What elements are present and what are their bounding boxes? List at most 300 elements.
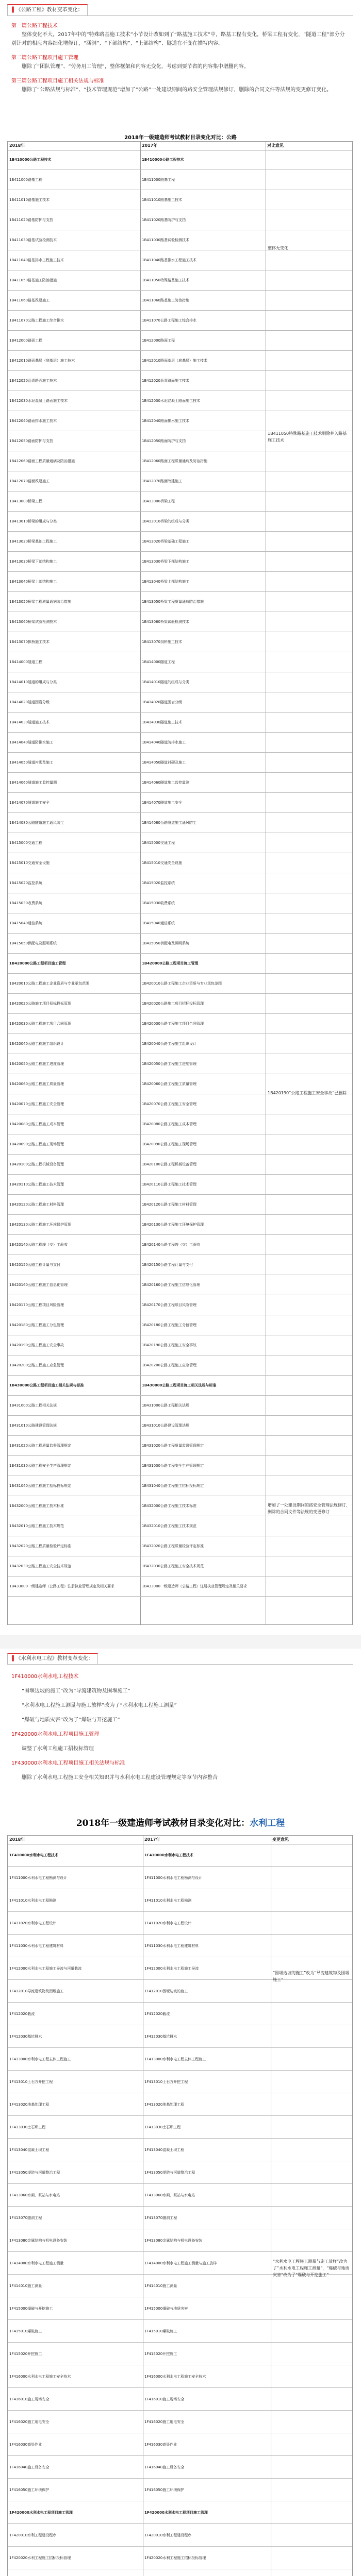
table-row — [8, 1355, 352, 1376]
table-row — [8, 1175, 352, 1195]
cell-2017: 1B432000公路工程施工技术标准 — [142, 1504, 196, 1508]
cell-2017 — [143, 2569, 271, 2576]
cell-2017: 1B420090公路工程施工现场管理 — [142, 1142, 196, 1146]
table-row — [8, 1134, 352, 1155]
table-row — [8, 2229, 352, 2252]
cell-2017: 1F420010水利工程建设程序 — [144, 2533, 192, 2537]
table-row — [8, 1275, 352, 1295]
cell-2017: 1B432010公路工程施工技术规范 — [142, 1524, 196, 1528]
intro-paragraph: 整体变化不大，2017年中的“特殊路基施工技术”小节设计改如到了“路基施工技术”中，路基工程有变化，桥梁工程有变化，“隧道工程”部分分别针对的相应内容细化增修订，“涵洞”、“下部结构”、“上部结构”、隧道在不变在描写内容。 — [11, 32, 345, 46]
change-note: “水利水电工程施工测量与施工放样”改为了“水利水电工程施工测量”，“爆破与地质灾害”改为了“爆破与开挖施工” — [273, 2259, 350, 2277]
intro-paragraph: “水利水电工程施工测量与施工放样”改为了“水利水电工程施工测量” — [22, 1703, 177, 1708]
table-title: 2018年一级建造师考试教材目录变化对比：水利工程 — [76, 1818, 285, 1828]
cell-2017: 1F415010爆破施工 — [144, 2329, 177, 2333]
cell-2018: 1B414010隧道的组成与分类 — [9, 680, 57, 684]
cell-2018: 1B411060路基改建施工 — [9, 298, 50, 302]
cell-2018: 1B414080公路隧道施工通风防尘 — [9, 821, 64, 825]
cell-2017: 1F411020水利水电工程设计 — [144, 1921, 192, 1925]
table-title: 2018年一级建造师考试教材目录变化对比：公路 — [124, 135, 237, 141]
header-2017: 2017年 — [142, 143, 158, 148]
cell-2017: 1B412070路面改建施工 — [142, 479, 182, 483]
cell-2017: 1B412040路面排水施工技术 — [142, 419, 189, 423]
cell-2018: 1F413050堤防与河道整治工程 — [9, 2171, 60, 2175]
cell-2017: 1F413060水闸、泵站与水电站 — [144, 2193, 195, 2197]
cell-2017: 1F415000爆破与地质灾害 — [144, 2307, 188, 2311]
cell-2017: 1B414030隧道施工技术 — [142, 720, 182, 724]
cell-2017: 1B415040通信系统 — [142, 921, 175, 925]
cell-2018: 1B420100公路工程机械设备管理 — [9, 1162, 64, 1166]
table-row — [8, 1912, 352, 1935]
change-note: 1B420190“公路工程施工安全事故”已删除 — [268, 1091, 347, 1095]
cell-2018: 1F410000水利水电工程技术 — [9, 1853, 58, 1857]
table-row — [8, 291, 352, 311]
table-row — [8, 873, 352, 893]
table-row — [8, 1416, 352, 1436]
table-row — [8, 471, 352, 492]
table-row — [8, 411, 352, 431]
table-row — [8, 391, 352, 411]
cell-2017: 1B413060桥梁试验检测技术 — [142, 620, 189, 624]
cell-2017: 1B433000一级建造师（公路工程）注册执业管理规定及相关要求 — [142, 1584, 247, 1588]
cell-2018: 1F416040施工设备安全 — [9, 2465, 50, 2469]
cell-2018: 1B414030隧道施工技术 — [9, 720, 50, 724]
cell-2018: 1B410000公路工程技术 — [9, 158, 52, 162]
header-2018: 2018年 — [9, 143, 25, 148]
table-row — [8, 1195, 352, 1215]
table-row — [8, 853, 352, 873]
cell-2017: 1B414010隧道的组成与分类 — [142, 680, 189, 684]
cell-2018 — [8, 2569, 143, 2576]
cell-2018: 1B412040路面排水施工技术 — [9, 419, 57, 423]
table-row — [8, 2139, 352, 2161]
table-row — [8, 190, 352, 210]
cell-2017: 1F411010水利水电工程勘测 — [144, 1899, 192, 1903]
table-row — [8, 2388, 352, 2411]
table-row — [8, 2365, 352, 2388]
cell-2018: 1B411010路基施工技术 — [9, 198, 50, 202]
cell-2017: 1B415000交通工程 — [142, 841, 175, 845]
table-row — [8, 1335, 352, 1355]
table-row — [8, 1215, 352, 1235]
cell-2017: 1B415050供配电及照明系统 — [142, 941, 189, 945]
change-note: 增加了一处建设期间的路安全管理法规修订，删除的合同文件等法规的变更修订 — [268, 1503, 350, 1514]
cell-2017: 1B413050桥梁工程质量通病防治措施 — [142, 600, 204, 604]
cell-2018: 1B411030路基试验检测技术 — [9, 238, 57, 242]
table-row — [8, 2479, 352, 2501]
cell-2018: 1F413080金属结构与机电设备安装 — [9, 2239, 68, 2243]
intro-text — [11, 1672, 347, 1782]
cell-2017: 1B431040公路工程施工招标投标规定 — [142, 1484, 204, 1488]
table-row — [8, 572, 352, 592]
table-row — [8, 1114, 352, 1134]
cell-2017: 1B413010桥梁的组成与分类 — [142, 519, 189, 523]
table-row — [8, 2048, 352, 2071]
cell-2017: 1B412000路面工程 — [142, 338, 175, 343]
cell-2018: 1B411050路基施工防治措施 — [9, 278, 57, 282]
cell-2017: 1B420010公路工程施工企业资质与专业承包范围 — [142, 981, 222, 986]
cell-2018: 1B413070拱桥施工技术 — [9, 640, 50, 644]
cell-2018: 1B412010路面基层（底基层）施工技术 — [9, 359, 75, 363]
cell-2018: 1B414000隧道工程 — [9, 660, 42, 664]
cell-2017: 1B420070公路工程施工安全管理 — [142, 1102, 196, 1106]
cell-2018: 1B414050隧道衬砌及施工 — [9, 760, 53, 765]
cell-2017: 1F416050施工环境保护 — [144, 2488, 185, 2492]
cell-2017: 1B430000公路工程项目施工相关法规与标准 — [142, 1383, 217, 1387]
cell-2017: 1B414060隧道施工监控量测 — [142, 781, 189, 785]
table-row — [8, 492, 352, 512]
cell-2017: 1B413020桥梁基础工程施工 — [142, 539, 189, 544]
table-body — [8, 1844, 352, 2576]
table-row — [8, 1436, 352, 1456]
cell-2018: 1B420140公路工程竣（交）工验收 — [9, 1243, 68, 1247]
table-row — [8, 2071, 352, 2093]
table-row — [8, 913, 352, 934]
cell-2018: 1F412010导流建筑物及围堰施工 — [9, 1989, 64, 1993]
cell-2018: 1F413070隧洞工程 — [9, 2216, 42, 2220]
cell-2018: 1B415030收费系统 — [9, 901, 42, 905]
cell-2017: 1F420000水利水电工程项目施工管理 — [144, 2511, 208, 2515]
cell-2018: 1F413060水闸、泵站与水电站 — [9, 2193, 60, 2197]
table-row — [8, 170, 352, 190]
cell-2018: 1F416010施工现场安全 — [9, 2397, 50, 2401]
cell-2017: 1B420030公路工程施工项目合同管理 — [142, 1022, 204, 1026]
cell-2017: 1B415020监控系统 — [142, 881, 175, 885]
table-row — [8, 813, 352, 833]
cell-2017: 1B420110公路工程施工技术管理 — [142, 1182, 196, 1187]
table-row — [8, 210, 352, 230]
table-row — [8, 1034, 352, 1054]
table-row — [8, 612, 352, 632]
cell-2017: 1F413040混凝土坝工程 — [144, 2148, 185, 2152]
table-row — [8, 311, 352, 331]
table-row — [8, 713, 352, 733]
table-row — [8, 954, 352, 974]
cell-2018: 1B412030水泥混凝土路面施工技术 — [9, 399, 68, 403]
cell-2017: 1B411060路基施工防治措施 — [142, 298, 189, 302]
table-row — [8, 1295, 352, 1315]
cell-2018: 1B420060公路工程施工质量管理 — [9, 1082, 64, 1086]
cell-2017: 1F416000水利水电工程施工安全技术 — [144, 2375, 206, 2379]
table-row — [8, 652, 352, 672]
cell-2018: 1B420010公路工程施工企业资质与专业承包范围 — [9, 981, 89, 986]
cell-2017: 1B411050特殊路基施工技术 — [142, 278, 189, 282]
cell-2017: 1F416010施工现场安全 — [144, 2397, 185, 2401]
cell-2018: 1B411000路基工程 — [9, 178, 42, 182]
table-row — [8, 2093, 352, 2116]
table-row — [8, 2003, 352, 2025]
cell-2018: 1B415010交通安全设施 — [9, 861, 50, 865]
table-row — [8, 2161, 352, 2184]
cell-2017: 1B411040路基排水工程施工技术 — [142, 258, 196, 262]
cell-2018: 1B412060路面工程质量通病及防治措施 — [9, 459, 75, 463]
cell-2018: 1B420190公路工程施工安全事故 — [9, 1343, 64, 1347]
cell-2017: 1B431000公路工程相关法规 — [142, 1403, 189, 1408]
cell-2018: 1F416050施工环境保护 — [9, 2488, 50, 2492]
intro-heading: 第三篇公路工程项目施工相关法规与标准 — [11, 78, 104, 84]
cell-2018: 1F420000水利水电工程项目施工管理 — [9, 2511, 73, 2515]
cell-2018: 1B420180公路工程施工分包管理 — [9, 1323, 64, 1327]
cell-2018: 1B420090公路工程施工现场管理 — [9, 1142, 64, 1146]
header-notes: 变更意见 — [272, 1837, 289, 1842]
cell-2017: 1B420150公路工程计量与支付 — [142, 1263, 193, 1267]
cell-2018: 1B431020公路工程质量监督管理规定 — [9, 1444, 71, 1448]
intro-paragraph: “围堰边坡的施工”改为“导流建筑物及围堰施工” — [22, 1688, 130, 1694]
table-row — [8, 1155, 352, 1175]
table-row — [8, 1315, 352, 1335]
water-conservancy-panel — [0, 1649, 361, 2576]
cell-2018: 1B415040通信系统 — [9, 921, 42, 925]
table-row — [8, 2433, 352, 2456]
intro-heading: 1F420000水利水电工程项目施工管理 — [11, 1732, 100, 1737]
table-row — [8, 672, 352, 692]
table-row — [8, 893, 352, 913]
cell-2018: 1B413050桥梁工程质量通病防治措施 — [9, 600, 71, 604]
table-row — [8, 1980, 352, 2003]
change-note: 整体无变化 — [268, 246, 288, 250]
cell-2017: 1B420120公路工程施工材料管理 — [142, 1202, 196, 1207]
table-body — [8, 150, 352, 1597]
table-row — [8, 2297, 352, 2320]
cell-2018: 1F413040混凝土坝工程 — [9, 2148, 50, 2152]
cell-2017: 1B411000路基工程 — [142, 178, 175, 182]
cell-2018: 1B420030公路工程施工项目合同管理 — [9, 1022, 71, 1026]
cell-2018: 1B415050供配电及照明系统 — [9, 941, 57, 945]
table-row — [8, 1014, 352, 1034]
cell-2018: 1B432010公路工程施工技术规范 — [9, 1524, 64, 1528]
table-row — [8, 2501, 352, 2524]
cell-2018: 1F411010水利水电工程勘测 — [9, 1899, 57, 1903]
cell-2018: 1B420200公路工程施工应急管理 — [9, 1363, 64, 1367]
intro-paragraph: 删除了水利水电工程施工安全相关知识并与水利水电工程建设管理规定等章节内容整合 — [22, 1775, 218, 1781]
table-row — [8, 1867, 352, 1889]
cell-2017: 1B412010路面基层（底基层）施工技术 — [142, 359, 207, 363]
cell-2017: 1F410000水利水电工程技术 — [144, 1853, 193, 1857]
intro-paragraph: 删除了“公路法规与标准”、“技术管理规范”增加了“公路”一处建设期间的路安全管理法规修订，删除的合同文件等法规的变更修订变化。 — [22, 87, 332, 93]
cell-2017: 1B413040桥梁上部结构施工 — [142, 580, 189, 584]
cell-2018: 1B411020路基防护与支挡 — [9, 218, 53, 222]
table-row — [8, 351, 352, 371]
table-row — [8, 1255, 352, 1275]
cell-2017: 1B420000公路工程项目施工管理 — [142, 961, 199, 965]
cell-2017: 1B420170公路工程项目风险管理 — [142, 1303, 196, 1307]
cell-2017: 1B420180公路工程施工分包管理 — [142, 1323, 196, 1327]
cell-2017: 1F411030水利水电工程建筑材料 — [144, 1944, 199, 1948]
cell-2017: 1F412020截流 — [144, 2012, 170, 2016]
cell-2017: 1B412030水泥混凝土路面施工技术 — [142, 399, 200, 403]
table-row — [8, 270, 352, 291]
section-tab[interactable]: ▌《水利水电工程》教材变革变化： — [7, 1653, 98, 1664]
cell-2017: 1F413020地基处理工程 — [144, 2103, 185, 2107]
cell-2017: 1B420050公路工程施工进度管理 — [142, 1062, 196, 1066]
section-tab-bar — [7, 4, 353, 16]
table-row — [8, 994, 352, 1014]
table-row — [8, 753, 352, 773]
cell-2017: 1F413000水利水电工程主体工程施工 — [144, 2057, 206, 2061]
cell-2017: 1F416040施工设备安全 — [144, 2465, 185, 2469]
table-row — [8, 2524, 352, 2547]
intro-paragraph: 调整了水利工程施工招投标管理 — [22, 1746, 94, 1752]
cell-2017: 1B420020公路施工项目招标投标管理 — [142, 1002, 204, 1006]
cell-2017: 1B411030路基试验检测技术 — [142, 238, 189, 242]
table-row — [8, 592, 352, 612]
cell-2017: 1B420040公路工程施工组织设计 — [142, 1042, 196, 1046]
cell-2018: 1F415000爆破与开挖施工 — [9, 2307, 53, 2311]
cell-2018: 1B413060桥梁试验检测技术 — [9, 620, 57, 624]
table-row — [8, 2343, 352, 2365]
cell-2018: 1B431000公路工程相关法规 — [9, 1403, 57, 1408]
cell-2017: 1F413030土石坝工程 — [144, 2125, 181, 2129]
cell-2017: 1B420160公路工程施工信息化管理 — [142, 1283, 200, 1287]
cell-2017: 1B415010交通安全设施 — [142, 861, 182, 865]
cell-2018: 1F413030土石坝工程 — [9, 2125, 46, 2129]
cell-2018: 1B412070路面改建施工 — [9, 479, 50, 483]
cell-2018: 1B415020监控系统 — [9, 881, 42, 885]
cell-2018: 1F416020施工用电安全 — [9, 2420, 50, 2424]
cell-2018: 1F413010土石方开挖工程 — [9, 2080, 53, 2084]
cell-2017: 1B411070公路工程施工综合排水 — [142, 318, 196, 323]
table-row — [8, 1396, 352, 1416]
cell-2018: 1B420050公路工程施工进度管理 — [9, 1062, 64, 1066]
cell-2017: 1F414000水利水电工程施工测量与施工放样 — [144, 2261, 217, 2265]
table-row — [8, 512, 352, 532]
cell-2018: 1F413000水利水电工程主体工程施工 — [9, 2057, 71, 2061]
table-header — [8, 142, 352, 150]
cell-2017: 1B412060路面工程质量通病及防治措施 — [142, 459, 207, 463]
cell-2017: 1B432020公路工程质量检验评定标准 — [142, 1544, 204, 1548]
cell-2018: 1F416030高处作业 — [9, 2443, 42, 2447]
table-row — [8, 1935, 352, 1957]
cell-2018: 1F416000水利水电工程施工安全技术 — [9, 2375, 71, 2379]
intro-paragraph: “爆破与地质灾害”改为了“爆破与开挖施工” — [22, 1717, 120, 1723]
cell-2018: 1B411040路基排水工程施工技术 — [9, 258, 64, 262]
table-row — [8, 1094, 352, 1114]
cell-2017: 1B414050隧道衬砌及施工 — [142, 760, 186, 765]
cell-2017: 1B432030公路工程施工安全技术规范 — [142, 1564, 204, 1568]
cell-2018: 1B415000交通工程 — [9, 841, 42, 845]
table-row — [8, 331, 352, 351]
table-row — [8, 1235, 352, 1255]
cell-2018: 1F411000水利水电工程勘测与设计 — [9, 1876, 68, 1880]
cell-2018: 1B432020公路工程质量检验评定标准 — [9, 1544, 71, 1548]
table-row — [8, 632, 352, 652]
table-row — [8, 371, 352, 391]
section-tab-bar — [7, 1653, 353, 1665]
table-row — [8, 1476, 352, 1496]
table-row — [8, 2547, 352, 2569]
cell-2017: 1B420100公路工程机械设备管理 — [142, 1162, 196, 1166]
table-row — [8, 793, 352, 813]
cell-2018: 1B420000公路工程项目施工管理 — [9, 961, 66, 965]
cell-2018: 1B431030公路工程安全生产管理规定 — [9, 1464, 71, 1468]
cell-2017: 1B414070隧道施工安全 — [142, 801, 182, 805]
cell-2018: 1B431040公路工程施工招标投标规定 — [9, 1484, 71, 1488]
table-row — [8, 2569, 352, 2576]
header-notes: 对比意见 — [267, 143, 284, 148]
table-row — [8, 1889, 352, 1912]
intro-text — [11, 22, 347, 94]
comparison-table — [7, 1835, 353, 2576]
table-row — [8, 773, 352, 793]
cell-2018: 1B420170公路工程项目风险管理 — [9, 1303, 64, 1307]
table-row — [8, 2116, 352, 2139]
cell-2018: 1B413040桥梁上部结构施工 — [9, 580, 57, 584]
table-row — [8, 451, 352, 471]
cell-2018: 1F412000水利水电工程施工导流与河道截流 — [9, 1967, 82, 1971]
cell-2018: 1F412030基坑排水 — [9, 2035, 42, 2039]
cell-2018: 1F415010爆破施工 — [9, 2329, 42, 2333]
header-2018: 2018年 — [9, 1837, 25, 1842]
cell-2017: 1B420080公路工程施工成本管理 — [142, 1122, 196, 1126]
panel-divider — [0, 1635, 361, 1649]
cell-2017: 1F413050堤防与河道整治工程 — [144, 2171, 195, 2175]
table-row — [8, 1516, 352, 1536]
cell-2017: 1B415030收费系统 — [142, 901, 175, 905]
cell-2018: 1B431010公路建设管理法规 — [9, 1423, 57, 1428]
change-note: “围堰边坡的施工”改为“导流建筑物及围堰施工” — [273, 1971, 350, 1982]
cell-2018: 1B420020公路施工项目招标投标管理 — [9, 1002, 71, 1006]
intro-heading: 1F430000水利水电工程项目施工相关法规与标准 — [11, 1760, 125, 1766]
intro-heading: 第一篇公路工程技术 — [11, 23, 58, 29]
cell-2017: 1B412050路面防护与支挡 — [142, 439, 186, 443]
cell-2017: 1B414080公路隧道施工通风防尘 — [142, 821, 196, 825]
cell-2018: 1B420040公路工程施工组织设计 — [9, 1042, 64, 1046]
cell-2018: 1B432000公路工程施工技术标准 — [9, 1504, 64, 1508]
cell-2017: 1B420190公路工程施工安全事故 — [142, 1343, 196, 1347]
cell-2017: 1B414000隧道工程 — [142, 660, 175, 664]
cell-2018: 1B420070公路工程施工安全管理 — [9, 1102, 64, 1106]
table-row — [8, 1536, 352, 1556]
intro-paragraph: 删除了“团队管理”、“劳务用工管理”，整体框架和内容无变化，考虑到要节省的内容集中增删内容。 — [22, 64, 249, 70]
cell-2017: 1F413080金属结构与机电设备安装 — [144, 2239, 203, 2243]
table-row — [8, 974, 352, 994]
cell-2017: 1F415020开挖施工 — [144, 2352, 177, 2356]
cell-2018: 1F412020截流 — [9, 2012, 35, 2016]
table-row — [8, 833, 352, 853]
cell-2018: 1B420160公路工程施工信息化管理 — [9, 1283, 68, 1287]
table-row — [8, 1577, 352, 1597]
cell-2017: 1F416030高处作业 — [144, 2443, 177, 2447]
cell-2018: 1B413010桥梁的组成与分类 — [9, 519, 57, 523]
cell-2017: 1B431010公路建设管理法规 — [142, 1423, 189, 1428]
cell-2017: 1B413030桥梁下部结构施工 — [142, 560, 189, 564]
table-row — [8, 250, 352, 270]
cell-2017: 1F413010土石方开挖工程 — [144, 2080, 188, 2084]
table-row — [8, 1556, 352, 1577]
table-row — [8, 1054, 352, 1074]
cell-2018: 1B420080公路工程施工成本管理 — [9, 1122, 64, 1126]
cell-2017: 1F420020水利工程施工招标投标管理 — [144, 2556, 206, 2560]
cell-2018: 1B414040隧道防排水施工 — [9, 740, 53, 744]
table-row — [8, 934, 352, 954]
cell-2018: 1B413030桥梁下部结构施工 — [9, 560, 57, 564]
cell-2017: 1B420140公路工程竣（交）工验收 — [142, 1243, 200, 1247]
section-tab[interactable]: ▌《公路工程》教材变革变化： — [7, 4, 88, 15]
table-row — [8, 1456, 352, 1476]
cell-2017: 1B413070拱桥施工技术 — [142, 640, 182, 644]
cell-2018: 1B412050路面防护与支挡 — [9, 439, 53, 443]
cell-2018: 1F420010水利工程建设程序 — [9, 2533, 57, 2537]
cell-2018: 1B432030公路工程施工安全技术规范 — [9, 1564, 71, 1568]
cell-2018: 1F414010施工测量 — [9, 2284, 42, 2288]
cell-2017: 1B420130公路工程施工环境保护管理 — [142, 1223, 204, 1227]
cell-2018: 1B413020桥梁基础工程施工 — [9, 539, 57, 544]
cell-2018: 1B411070公路工程施工综合排水 — [9, 318, 64, 323]
header-2017: 2017年 — [144, 1837, 160, 1842]
intro-heading: 1F410000水利水电工程技术 — [11, 1674, 79, 1680]
cell-2017: 1B414040隧道防排水施工 — [142, 740, 186, 744]
table-row — [8, 1376, 352, 1396]
table-row — [8, 150, 352, 170]
